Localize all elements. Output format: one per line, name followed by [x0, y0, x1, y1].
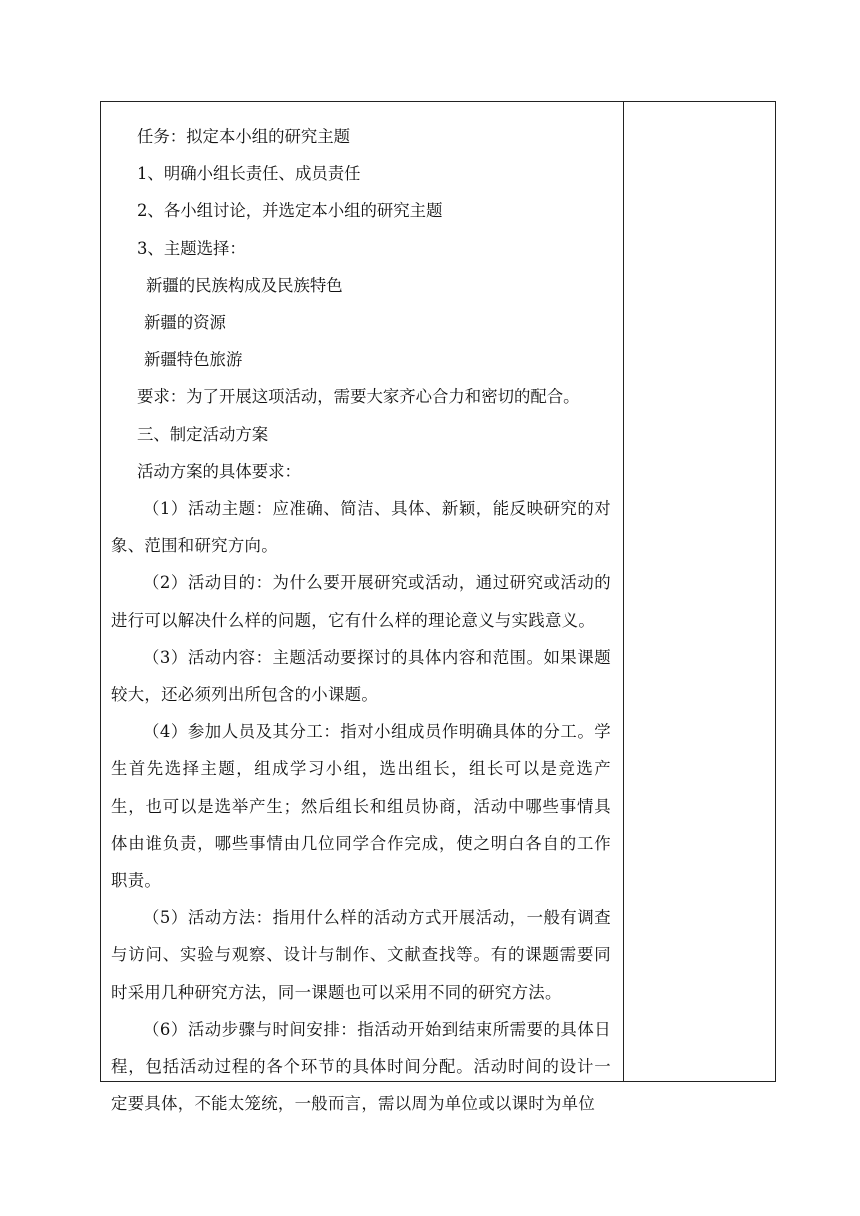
- notes-cell: [625, 102, 775, 1081]
- plan-item-theme: （1）活动主题：应准确、简洁、具体、新颖，能反映研究的对象、范围和研究方向。: [111, 499, 611, 556]
- lesson-plan-table: [100, 101, 776, 1114]
- topic-option-1: 新疆的民族构成及民族特色: [146, 275, 343, 295]
- item-3: 3、主题选择：: [137, 238, 246, 258]
- column-divider: [623, 102, 624, 1081]
- section-heading: 三、制定活动方案: [137, 424, 269, 444]
- plan-item-purpose: （2）活动目的：为什么要开展研究或活动，通过研究或活动的进行可以解决什么样的问题，它有什么样的理论意义与实践意义。: [111, 573, 611, 630]
- requirement-line: 要求：为了开展这项活动，需要大家齐心合力和密切的配合。: [137, 387, 580, 407]
- task-line: 任务：拟定本小组的研究主题: [137, 127, 351, 146]
- plan-intro: 活动方案的具体要求：: [137, 461, 301, 481]
- plan-item-members: （4）参加人员及其分工：指对小组成员作明确具体的分工。学生首先选择主题，组成学习小组，选出组长，组长可以是竞选产生，也可以是选举产生；然后组长和组员协商，活动中哪些事情具体由谁负责，哪些事情由几位同学合作完成，使之明白各自的工作职责。: [111, 722, 611, 891]
- plan-item-methods: （5）活动方法：指用什么样的活动方式开展活动，一般有调查与访问、实验与观察、设计与制作、文献查找等。有的课题需要同时采用几种研究方法，同一课题也可以采用不同的研究方法。: [111, 908, 611, 1002]
- item-2: 2、各小组讨论，并选定本小组的研究主题: [137, 201, 443, 221]
- content-cell: [101, 102, 623, 1114]
- topic-option-3: 新疆特色旅游: [144, 350, 243, 370]
- plan-item-schedule: （6）活动步骤与时间安排：指活动开始到结束所需要的具体日程，包括活动过程的各个环节的具体时间分配。活动时间的设计一定要具体，不能太笼统，一般而言，需以周为单位或以课时为单位: [111, 1019, 611, 1114]
- item-1: 1、明确小组长责任、成员责任: [137, 164, 361, 184]
- plan-item-content: （3）活动内容：主题活动要探讨的具体内容和范围。如果课题较大，还必须列出所包含的小课题。: [111, 647, 611, 705]
- topic-option-2: 新疆的资源: [144, 313, 226, 333]
